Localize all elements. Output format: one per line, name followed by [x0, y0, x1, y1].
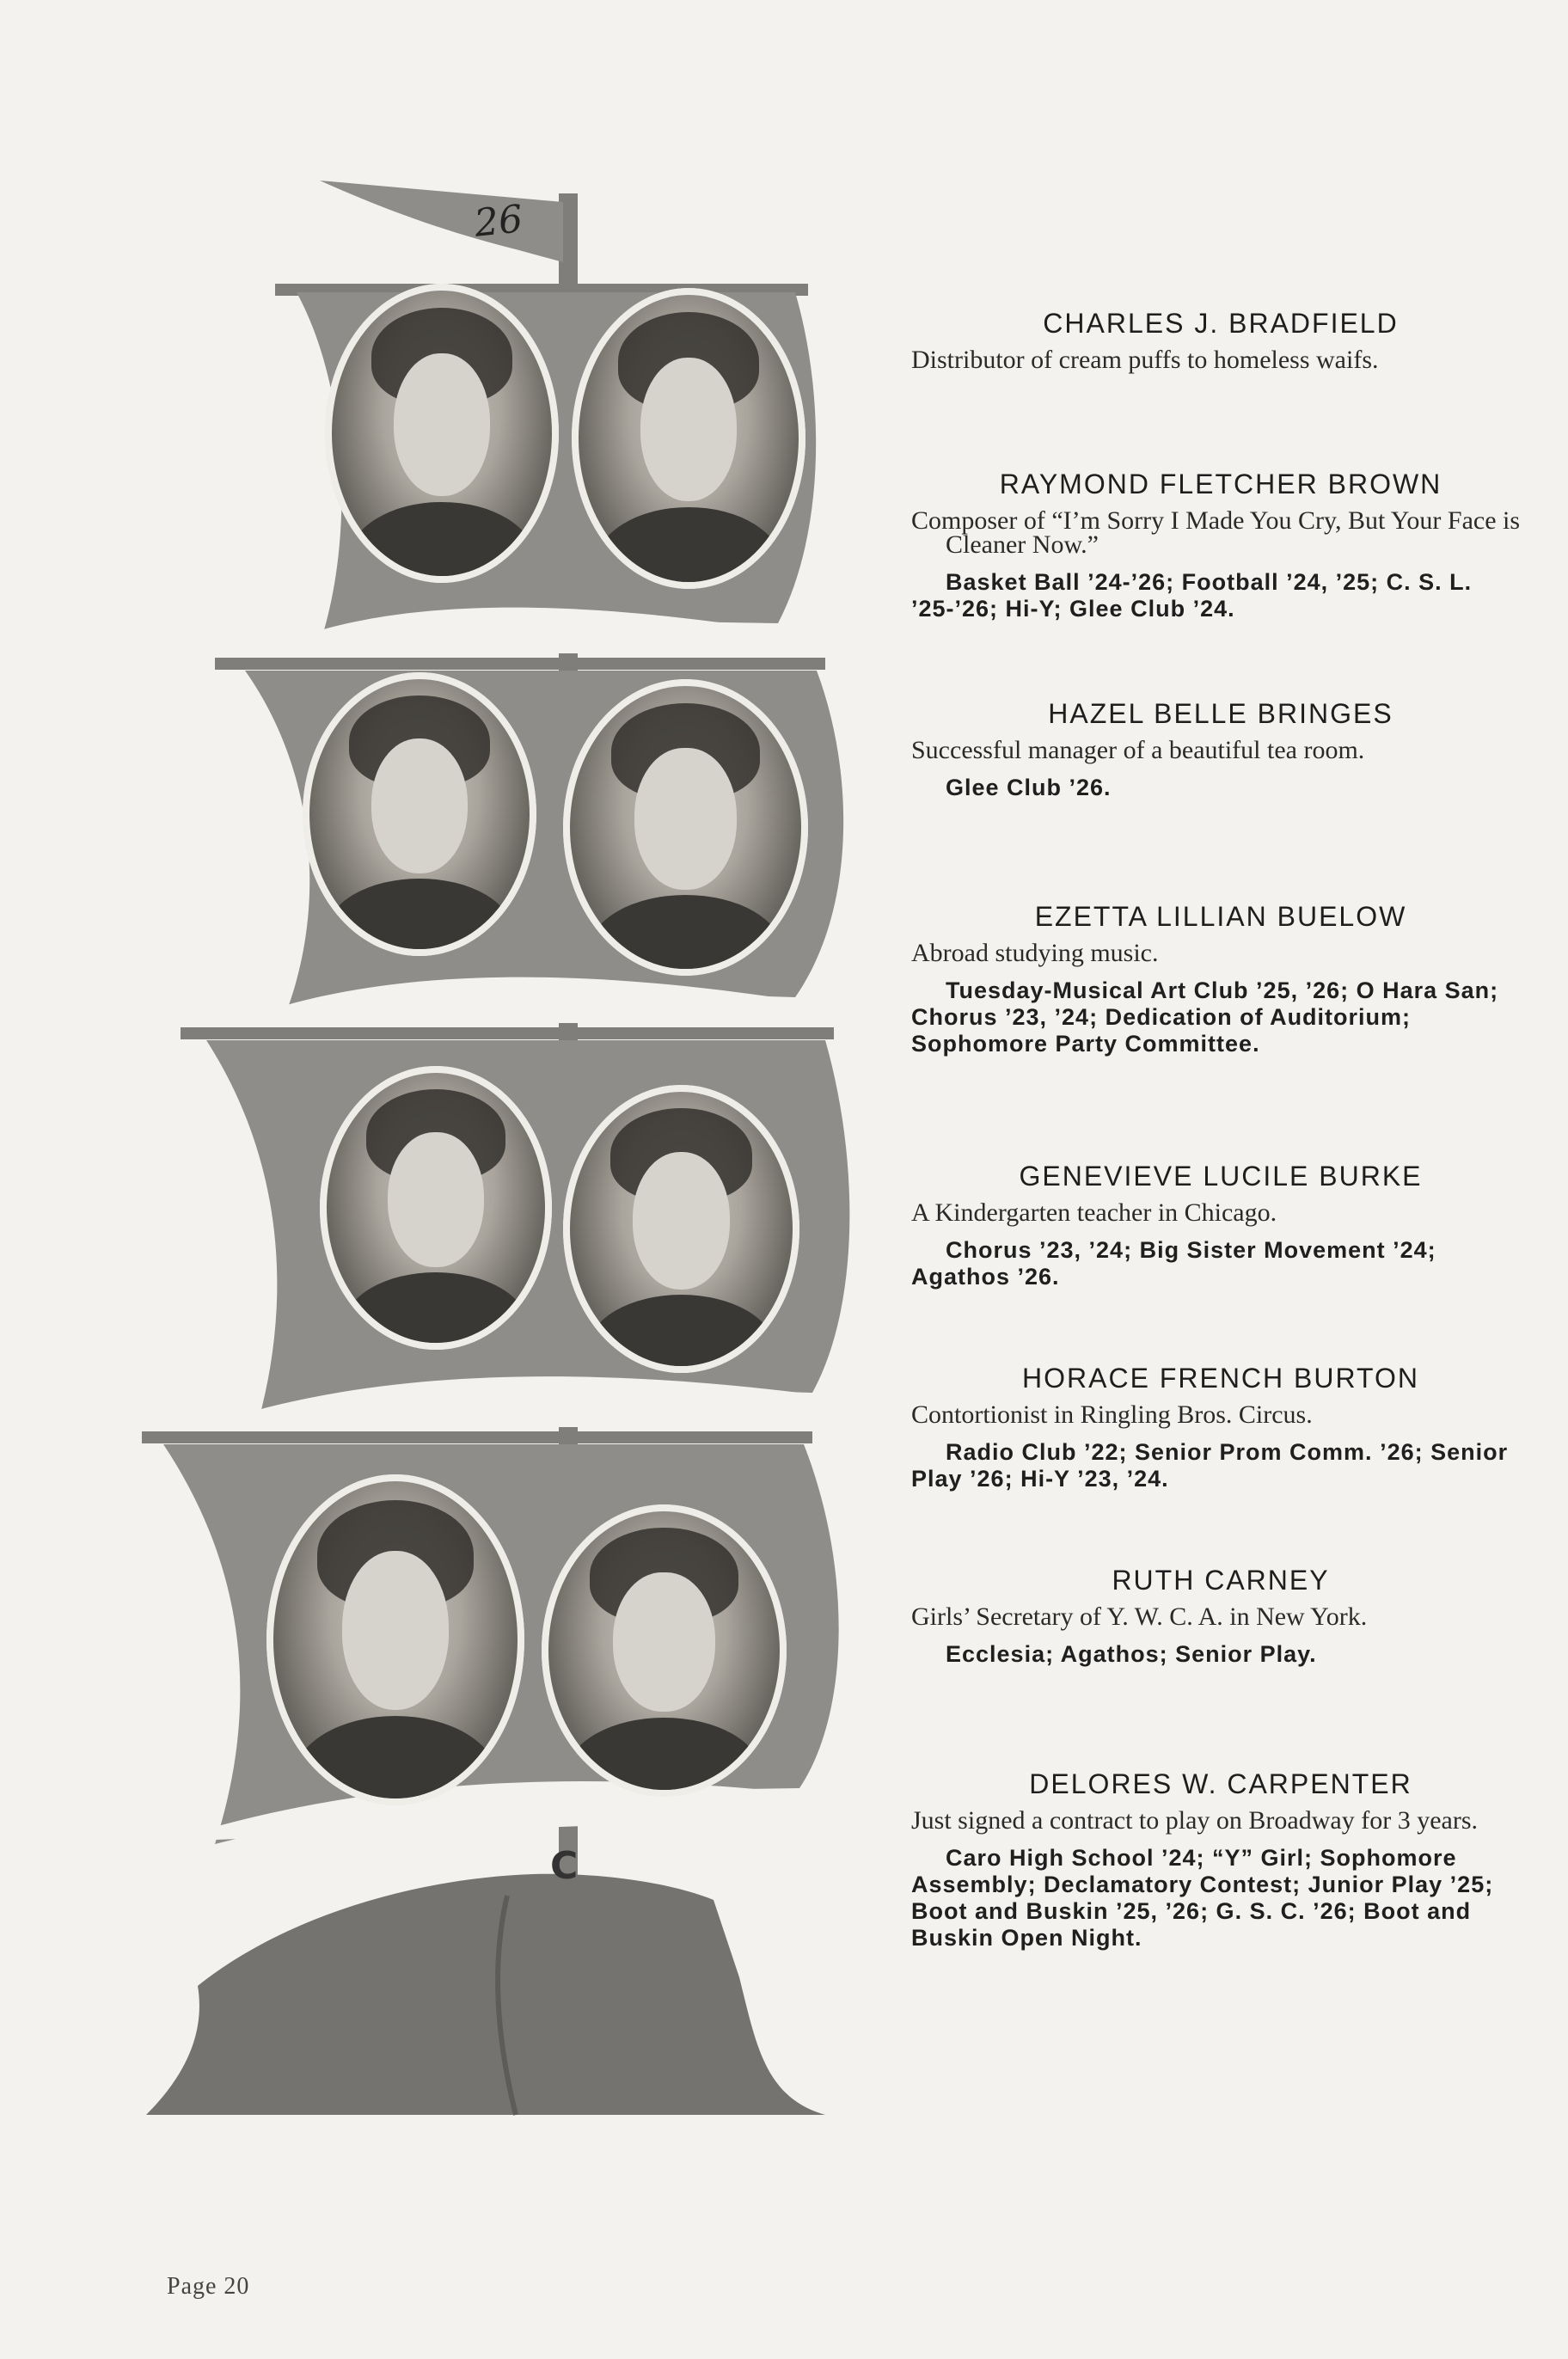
yard-arm	[142, 1431, 812, 1443]
prophecy-text: Abroad studying music.	[911, 939, 1159, 967]
activities-text: Radio Club ’22; Senior Prom Comm. ’26; Senior Play ’26; Hi-Y ’23, ’24.	[911, 1439, 1509, 1492]
prophecy-text: Composer of “I’m Sorry I Made You Cry, But Your Face is Cleaner Now.”	[911, 506, 1521, 559]
ship-hull	[146, 1874, 825, 2115]
student-name: DELORES W. CARPENTER	[1029, 1768, 1412, 1799]
prophecy-text: A Kindergarten teacher in Chicago.	[911, 1198, 1277, 1227]
senior-entry	[911, 1768, 1530, 1952]
student-name: CHARLES J. BRADFIELD	[1043, 308, 1399, 339]
senior-entry	[911, 1161, 1530, 1290]
handwritten-number: 26	[472, 197, 525, 246]
yard-arm	[181, 1027, 834, 1039]
activities-text: Tuesday-Musical Art Club ’25, ’26; O Hara San; Chorus ’23, ’24; Dedication of Auditorium; Sophomore Party Committee.	[911, 977, 1499, 1057]
activities-text: Glee Club ’26.	[946, 775, 1112, 800]
senior-entry	[911, 698, 1530, 801]
hull-letter: C	[550, 1844, 579, 1888]
activities-text: Ecclesia; Agathos; Senior Play.	[946, 1641, 1317, 1667]
activities-text: Chorus ’23, ’24; Big Sister Movement ’24; Agathos ’26.	[911, 1237, 1436, 1290]
activities-text: Caro High School ’24; “Y” Girl; Sophomore Assembly; Declamatory Contest; Junior Play ’25; Boot and Buskin ’25, ’26; G. S. C. ’26; Boot and Buskin Open Night.	[911, 1845, 1494, 1951]
student-name: RUTH CARNEY	[1112, 1565, 1330, 1596]
student-name: EZETTA LILLIAN BUELOW	[1034, 901, 1407, 932]
senior-entry	[911, 1565, 1530, 1668]
prophecy-text: Girls’ Secretary of Y. W. C. A. in New York.	[911, 1602, 1368, 1631]
student-name: HAZEL BELLE BRINGES	[1048, 698, 1393, 729]
prophecy-text: Distributor of cream puffs to homeless waifs.	[911, 346, 1379, 374]
portrait-photo	[266, 1474, 524, 1805]
senior-entry	[911, 901, 1530, 1057]
pennant-flag	[320, 181, 563, 262]
student-name: GENEVIEVE LUCILE BURKE	[1019, 1161, 1423, 1192]
portrait-photo	[542, 1504, 787, 1797]
yard-arm	[215, 658, 825, 670]
portrait-photo	[320, 1066, 552, 1350]
student-name: RAYMOND FLETCHER BROWN	[999, 469, 1442, 499]
student-name: HORACE FRENCH BURTON	[1022, 1363, 1419, 1394]
senior-entry	[911, 1363, 1530, 1492]
portrait-photo	[563, 1085, 799, 1373]
page-number: Page 20	[167, 2273, 250, 2300]
activities-text: Basket Ball ’24-’26; Football ’24, ’25; C. S. L. ’25-’26; Hi-Y; Glee Club ’24.	[911, 569, 1473, 622]
prophecy-text: Contortionist in Ringling Bros. Circus.	[911, 1400, 1313, 1429]
senior-entry	[911, 308, 1530, 384]
prophecy-text: Just signed a contract to play on Broadway for 3 years.	[911, 1806, 1478, 1835]
senior-entry	[911, 469, 1530, 622]
portrait-photo	[325, 284, 559, 583]
prophecy-text: Successful manager of a beautiful tea room.	[911, 736, 1365, 764]
portrait-photo	[303, 672, 536, 956]
portrait-photo	[572, 288, 805, 589]
portrait-photo	[563, 679, 808, 976]
